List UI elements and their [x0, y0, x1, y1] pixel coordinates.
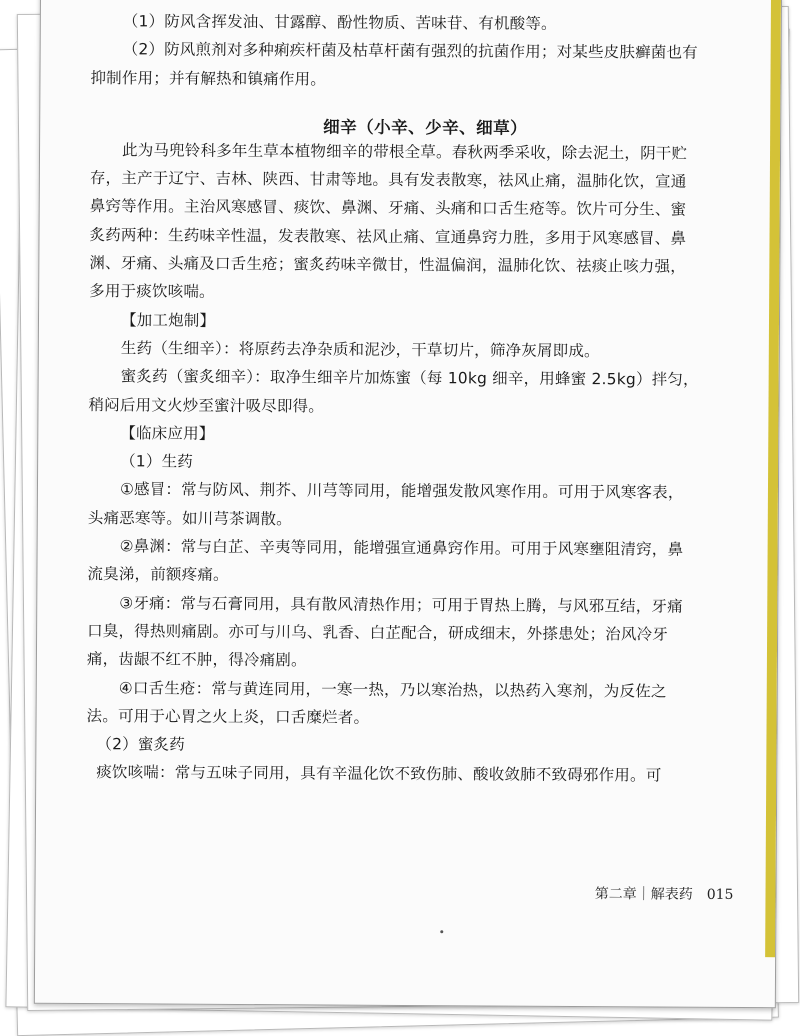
- text-line: 头痛恶寒等。如川芎茶调散。: [87, 508, 292, 529]
- text-line: 法。可用于心胃之火上炎，口舌糜烂者。: [86, 706, 370, 727]
- text-line: 生药（生细辛）：将原药去净杂质和泥沙，干草切片，筛净灰屑即成。: [120, 339, 600, 361]
- text-line: （1）生药: [120, 452, 194, 471]
- text-line: ③牙痛：常与石膏同用，具有散风清热作用；可用于胃热上腾，与风邪互结，牙痛: [119, 593, 683, 616]
- text-line: 抑制作用；并有解热和镇痛作用。: [90, 68, 327, 89]
- text-line: 鼻窍等作用。主治风寒感冒、痰饮、鼻渊、牙痛、头痛和口舌生疮等。饮片可分生、蜜: [89, 197, 687, 220]
- page-text: [86, 7, 761, 791]
- text-line: ②鼻渊：常与白芷、辛夷等同用，能增强宣通鼻窍作用。可用于风寒壅阻清窍，鼻: [119, 537, 684, 559]
- text-line: 此为马兜铃科多年生草本植物细辛的带根全草。春秋两季采收，除去泥土，阴干贮: [121, 141, 688, 163]
- text-line: 痰饮咳喘：常与五味子同用，具有辛温化饮不致伤肺、酸收敛肺不致碍邪作用。可: [96, 763, 662, 785]
- text-line: （2）蜜炙药: [96, 735, 186, 754]
- page-footer: [595, 883, 734, 904]
- text-line: 流臭涕，前额疼痛。: [87, 565, 229, 585]
- subheading: 【临床应用】: [120, 424, 215, 443]
- text-line: 炙药两种：生药味辛性温，发表散寒、祛风止痛、宣通鼻窍力胜，多用于风寒感冒、鼻: [89, 225, 687, 248]
- text-line: 蜜炙药（蜜炙细辛）：取净生细辛片加炼蜜（每 10kg 细辛，用蜂蜜 2.5kg）拌匀，: [120, 367, 699, 390]
- page-number: 015: [706, 886, 734, 903]
- text-line: 口臭，得热则痛剧。亦可与川乌、乳香、白芷配合，研成细末，外搽患处；治风冷牙: [87, 621, 669, 644]
- text-line: （1）防风含挥发油、甘露醇、酚性物质、苦味苷、有机酸等。: [122, 12, 557, 33]
- subheading: 【加工炮制】: [120, 310, 216, 330]
- footer-chapter: 第二章｜解表药: [594, 886, 693, 903]
- text-line: 存，主产于辽宁、吉林、陕西、甘肃等地。具有发表散寒，祛风止痛，温肺化饮，宣通: [89, 169, 687, 191]
- text-line: 稍闷后用文火炒至蜜汁吸尽即得。: [88, 395, 325, 416]
- section-title: 细辛（小辛、少辛、细草）: [323, 117, 528, 138]
- book-page: [34, 0, 782, 1008]
- text-line: 多用于痰饮咳喘。: [89, 282, 215, 302]
- text-line: ①感冒：常与防风、荆芥、川芎等同用，能增强发散风寒作用。可用于风寒客表，: [119, 480, 684, 503]
- text-line: （2）防风煎剂对多种痢疾杆菌及枯草杆菌有强烈的抗菌作用；对某些皮肤癣菌也有: [122, 40, 698, 63]
- text-line: 痛，齿龈不红不肿，得冷痛剧。: [86, 650, 307, 670]
- text-line: 渊、牙痛、头痛及口舌生疮；蜜炙药味辛微甘，性温偏润，温肺化饮、祛痰止咳力强，: [89, 254, 687, 276]
- text-line: ④口舌生疮：常与黄连同用，一寒一热，乃以寒治热，以热药入寒剂，为反佐之: [118, 678, 667, 701]
- page-speck: [440, 930, 443, 933]
